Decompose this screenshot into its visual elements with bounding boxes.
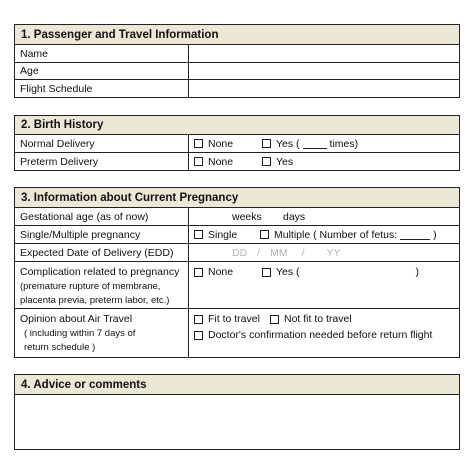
edd-mm[interactable]: MM [270,246,288,259]
edd-row [15,244,459,262]
edd-label: Expected Date of Delivery (EDD) [15,244,189,261]
age-row [15,63,459,80]
name-field[interactable] [189,45,459,62]
gestational-age-row [15,208,459,226]
advice-comments-section [14,374,460,450]
opinion-label: Opinion about Air Travel [20,313,133,325]
advice-comments-field[interactable] [15,395,459,449]
normal-delivery-options [189,135,459,152]
section-1-title: 1. Passenger and Travel Information [15,25,459,45]
multiple-suffix: ) [433,228,437,241]
birth-history-section [14,115,460,171]
edd-value: DD / MM / YY [232,246,341,259]
section-2-title: 2. Birth History [15,116,459,135]
single-multiple-label: Single/Multiple pregnancy [15,226,189,243]
passenger-travel-section [14,24,460,98]
air-travel-opinion-row [15,309,459,357]
normal-delivery-row [15,135,459,153]
single-multiple-row [15,226,459,244]
preterm-yes-label: Yes [276,155,294,168]
complication-yes-suffix: ) [415,266,420,278]
preterm-none-label: None [208,155,234,168]
current-pregnancy-section [14,187,460,358]
normal-none-checkbox[interactable] [194,139,203,148]
edd-yy[interactable]: YY [326,246,341,259]
flight-schedule-row [15,80,459,97]
multiple-prefix: Multiple ( Number of fetus: [274,228,398,241]
complication-none-label: None [208,266,234,278]
normal-yes-checkbox[interactable] [262,139,271,148]
preterm-none-checkbox[interactable] [194,157,203,166]
complication-none-checkbox[interactable] [194,268,203,277]
flight-schedule-label: Flight Schedule [15,80,189,97]
gestational-age-value [189,208,459,225]
preterm-yes-checkbox[interactable] [262,157,271,166]
preterm-delivery-options [189,153,459,170]
single-checkbox[interactable] [194,230,203,239]
normal-none-label: None [208,137,234,150]
opinion-options [189,309,459,357]
doctor-confirmation-label: Doctor's confirmation needed before return flight [208,329,433,341]
flight-schedule-field[interactable] [189,80,459,97]
age-label: Age [15,63,189,79]
doctor-confirmation-checkbox[interactable] [194,331,203,340]
name-label: Name [15,45,189,62]
opinion-sub-2: return schedule ) [24,342,96,353]
complication-label-block [15,262,189,308]
complication-label: Complication related to pregnancy [20,266,180,278]
normal-times-blank[interactable] [303,139,327,149]
complication-yes-checkbox[interactable] [262,268,271,277]
complication-yes-prefix: Yes ( [276,266,300,278]
fetus-count-blank[interactable] [400,230,430,240]
gestational-age-label: Gestational age (as of now) [15,208,189,225]
section-4-title: 4. Advice or comments [15,375,459,395]
single-multiple-options [189,226,459,243]
name-row [15,45,459,63]
days-label: days [283,210,306,223]
age-field[interactable] [189,63,459,79]
opinion-label-block [15,309,189,357]
complication-options [189,262,459,308]
weeks-label: weeks [232,210,262,223]
not-fit-to-travel-label: Not fit to travel [284,313,352,325]
fit-to-travel-label: Fit to travel [208,313,260,325]
complication-sub-1: (premature rupture of membrane, [20,281,161,292]
complication-row [15,262,459,309]
section-3-title: 3. Information about Current Pregnancy [15,188,459,208]
single-label: Single [208,228,238,241]
normal-yes-suffix: times) [329,137,359,150]
not-fit-to-travel-checkbox[interactable] [270,315,279,324]
fit-to-travel-checkbox[interactable] [194,315,203,324]
edd-dd[interactable]: DD [232,246,248,259]
preterm-delivery-row [15,153,459,170]
normal-yes-prefix: Yes ( [276,137,300,150]
normal-delivery-label: Normal Delivery [15,135,189,152]
opinion-sub-1: ( including within 7 days of [24,328,136,339]
complication-sub-2: placenta previa, preterm labor, etc.) [20,295,170,306]
multiple-checkbox[interactable] [260,230,269,239]
preterm-delivery-label: Preterm Delivery [15,153,189,170]
